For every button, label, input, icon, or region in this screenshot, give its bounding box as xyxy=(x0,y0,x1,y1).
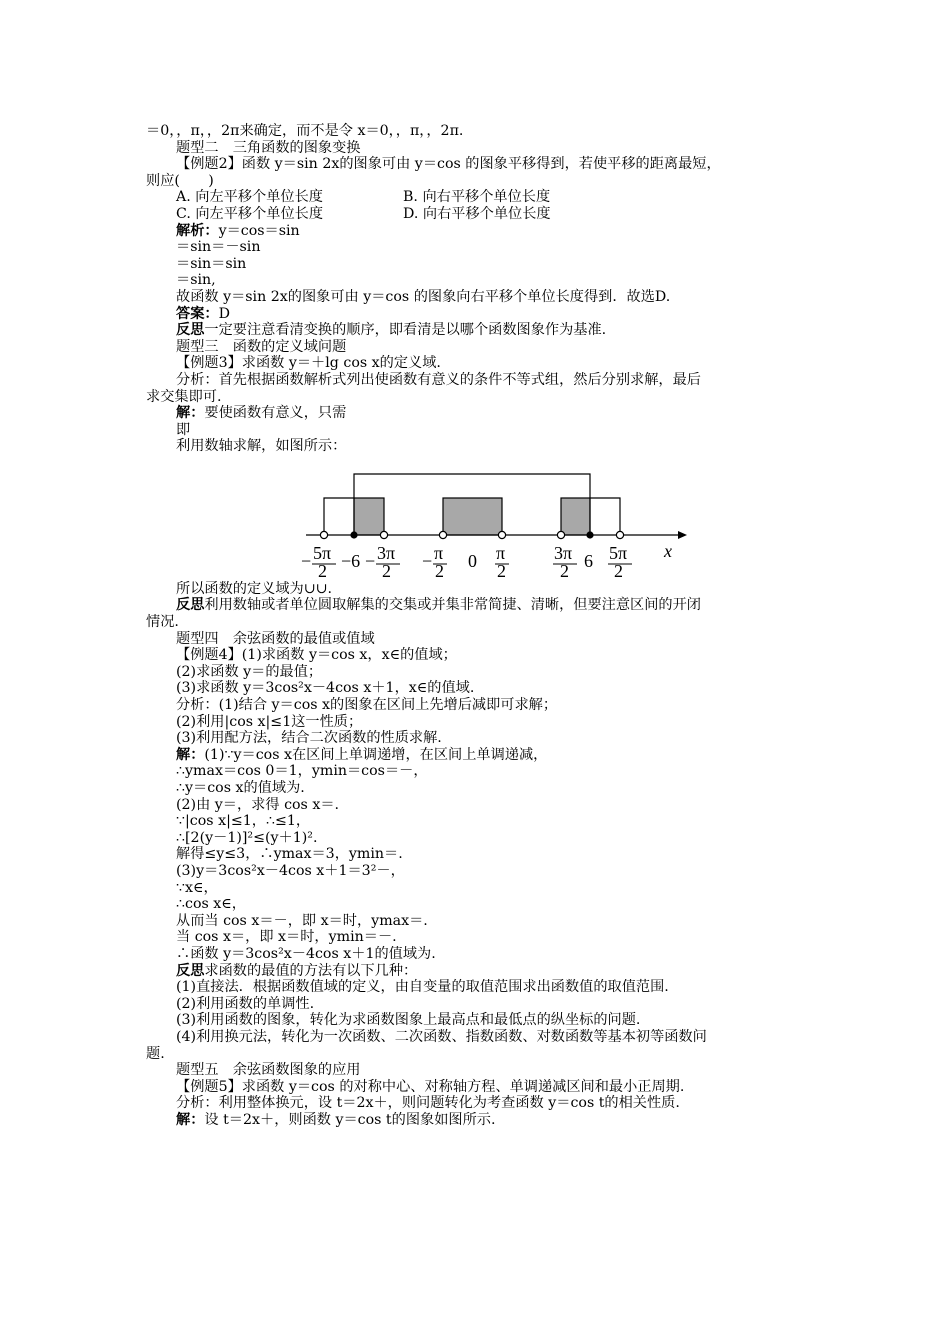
tick-label: 3π xyxy=(377,542,396,563)
tick-label: 5π xyxy=(313,542,332,563)
solution-key: 解析： xyxy=(176,222,219,239)
tick-label: 2 xyxy=(614,560,623,577)
tick-label: 2 xyxy=(435,560,444,577)
example-4-question: 【例题4】(1)求函数 y＝cos x，x∈的值域； xyxy=(176,647,457,664)
reflection-text: 一定要注意看清变换的顺序，即看清是以哪个函数图象作为基准. xyxy=(204,322,607,339)
analysis-line: (2)利用|cos x|≤1这一性质； xyxy=(176,713,363,730)
reflection-line xyxy=(146,322,811,339)
example-4-question: (2)求函数 y＝的最值； xyxy=(176,663,323,680)
solution-line: 解得≤y≤3，∴ymax＝3，ymin＝. xyxy=(176,846,403,863)
tick-label: − xyxy=(301,550,312,571)
solution-line: ∴函数 y＝3cos²x－4cos x＋1的值域为. xyxy=(176,945,436,962)
solution-text: y＝cos＝sin xyxy=(218,222,300,239)
solution-line: ∵x∈， xyxy=(176,879,218,896)
solution-key: 解： xyxy=(176,1111,205,1128)
tick-label: 3π xyxy=(554,542,573,563)
solution-line: ∴[2(y－1)]²≤(y＋1)². xyxy=(176,829,318,846)
conclusion-line: 所以函数的定义域为∪∪. xyxy=(176,580,332,597)
shaded-interval xyxy=(443,498,502,535)
solution-key: 解： xyxy=(176,746,205,763)
solution-line: (2)由 y＝，求得 cos x＝. xyxy=(176,796,340,813)
reflection-line xyxy=(146,963,811,980)
solution-line: 从而当 cos x＝－，即 x＝时，ymax＝. xyxy=(176,912,428,929)
options-row xyxy=(146,206,811,223)
reflection-text: 利用数轴或者单位圆取解集的交集或并集非常简捷、清晰，但要注意区间的开闭 xyxy=(204,597,701,614)
analysis-line-cont: 求交集即可. xyxy=(146,388,222,405)
solution-line: 当 cos x＝，即 x＝时，ymin＝－. xyxy=(176,929,397,946)
reflection-line-cont: 情况. xyxy=(146,614,179,631)
solution-line: ＝sin, xyxy=(176,272,216,289)
number-line-figure xyxy=(146,459,811,577)
tick-label: − xyxy=(365,550,376,571)
solution-line: ＝sin＝－sin xyxy=(176,239,261,256)
options-row xyxy=(146,189,811,206)
solution-line xyxy=(146,223,811,240)
section-heading: 题型四 余弦函数的最值或值域 xyxy=(176,630,375,647)
solution-line: ＝sin＝sin xyxy=(176,255,247,272)
tick-label: 2 xyxy=(560,560,569,577)
open-point xyxy=(439,531,446,538)
tick-label: 2 xyxy=(318,560,327,577)
example-2-question: 【例题2】函数 y＝sin 2x的图象可由 y＝cos 的图象平移得到，若使平移的距离最短， xyxy=(176,156,721,173)
tick-label: 0 xyxy=(468,550,477,571)
tick-label: − xyxy=(422,550,433,571)
example-3-question: 【例题3】求函数 y＝＋lg cos x的定义域. xyxy=(176,355,441,372)
solution-line xyxy=(146,405,811,422)
open-point xyxy=(557,531,564,538)
reflection-key: 反思 xyxy=(176,597,205,614)
answer-key: 答案： xyxy=(176,305,219,322)
example-2-question-cont: 则应( ) xyxy=(146,172,214,189)
document-page xyxy=(146,123,811,1128)
open-point xyxy=(498,531,505,538)
solution-line: 利用数轴求解，如图所示： xyxy=(176,438,347,455)
tick-labels xyxy=(301,541,672,577)
method-line: (3)利用函数的图象，转化为求函数图象上最高点和最低点的纵坐标的问题. xyxy=(176,1012,641,1029)
solution-line: 即 xyxy=(176,421,191,438)
solution-text: 要使函数有意义，只需 xyxy=(204,405,347,422)
axis-label: x xyxy=(664,540,672,561)
solution-line: (3)y＝3cos²x－4cos x＋1＝3²－， xyxy=(176,862,405,879)
tick-label: 5π xyxy=(609,542,628,563)
reflection-text: 求函数的最值的方法有以下几种： xyxy=(204,962,418,979)
bracket-line xyxy=(590,498,620,535)
analysis-line: (3)利用配方法，结合二次函数的性质求解. xyxy=(176,730,442,747)
tick-label: −6 xyxy=(341,550,361,571)
example-5-question: 【例题5】求函数 y＝cos 的对称中心、对称轴方程、单调递减区间和最小正周期. xyxy=(176,1078,685,1095)
solution-line xyxy=(146,1112,811,1129)
solution-text: 设 t＝2x＋，则函数 y＝cos t的图象如图所示. xyxy=(204,1111,496,1128)
solution-line: ∴y＝cos x的值域为. xyxy=(176,780,305,796)
open-point xyxy=(320,531,327,538)
shaded-interval xyxy=(354,498,384,535)
solution-text: (1)∵y＝cos x在区间上单调递增，在区间上单调递减， xyxy=(204,746,548,763)
example-4-question: (3)求函数 y＝3cos²x－4cos x＋1，x∈的值域. xyxy=(176,680,475,697)
section-heading: 题型二 三角函数的图象变换 xyxy=(176,139,361,156)
axis-arrow xyxy=(678,531,687,539)
analysis-line: 分析：利用整体换元，设 t＝2x＋，则问题转化为考查函数 y＝cos t的相关性质. xyxy=(176,1095,680,1112)
closed-point xyxy=(350,531,357,538)
option-a: A. 向左平移个单位长度 xyxy=(176,189,323,206)
analysis-line: 分析：首先根据函数解析式列出使函数有意义的条件不等式组，然后分别求解，最后 xyxy=(176,371,701,388)
solution-line: ∴cos x∈， xyxy=(176,896,246,913)
reflection-key: 反思 xyxy=(176,962,205,979)
option-c: C. 向左平移个单位长度 xyxy=(176,205,324,222)
tick-label: π xyxy=(496,542,506,563)
text-line: ＝0，，π，，2π来确定，而不是令 x＝0，，π，，2π. xyxy=(146,123,464,139)
answer-line xyxy=(146,306,811,323)
open-point xyxy=(616,531,623,538)
open-point xyxy=(380,531,387,538)
bracket-line xyxy=(324,498,354,535)
analysis-line: 分析：(1)结合 y＝cos x的图象在区间上先增后减即可求解； xyxy=(176,697,558,714)
solution-line: ∴ymax＝cos 0＝1，ymin＝cos＝－， xyxy=(176,763,428,780)
section-heading: 题型五 余弦函数图象的应用 xyxy=(176,1062,361,1079)
number-line-svg xyxy=(146,459,706,577)
option-d: D. 向右平移个单位长度 xyxy=(403,205,551,222)
closed-point xyxy=(586,531,593,538)
solution-line xyxy=(146,747,811,764)
answer-text: D xyxy=(218,305,230,322)
solution-line: ∵|cos x|≤1，∴≤1， xyxy=(176,813,311,830)
method-line: (4)利用换元法，转化为一次函数、二次函数、指数函数、对数函数等基本初等函数问 xyxy=(176,1028,707,1045)
tick-label: 6 xyxy=(584,550,593,571)
tick-label: 2 xyxy=(382,560,391,577)
shaded-interval xyxy=(561,498,590,535)
option-b: B. 向右平移个单位长度 xyxy=(403,189,551,206)
reflection-key: 反思 xyxy=(176,322,205,339)
solution-line: 故函数 y＝sin 2x的图象可由 y＝cos 的图象向右平移个单位长度得到．故选D. xyxy=(176,288,671,305)
reflection-line xyxy=(146,597,811,614)
method-line: (1)直接法．根据函数值域的定义，由自变量的取值范围求出函数值的取值范围. xyxy=(176,979,669,996)
tick-label: π xyxy=(434,542,444,563)
tick-label: 2 xyxy=(497,560,506,577)
solution-key: 解： xyxy=(176,405,205,422)
method-line: (2)利用函数的单调性. xyxy=(176,995,315,1012)
section-heading: 题型三 函数的定义域问题 xyxy=(176,338,347,355)
method-line-cont: 题. xyxy=(146,1045,165,1062)
